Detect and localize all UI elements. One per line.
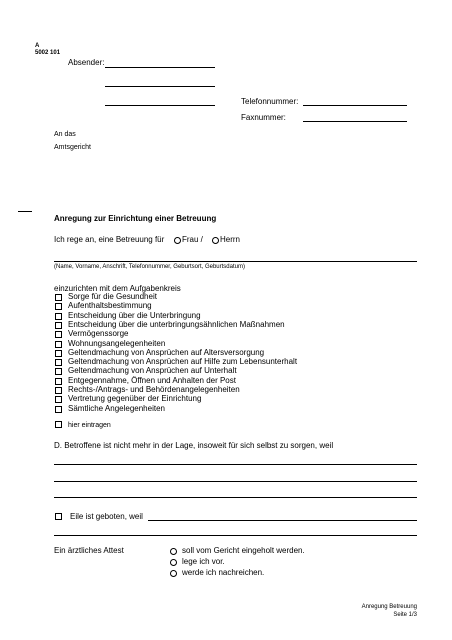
task-checkbox[interactable] — [55, 350, 62, 357]
task-checkbox[interactable] — [55, 406, 62, 413]
tasks-heading: einzurichten mit dem Aufgabenkreis — [54, 284, 181, 293]
task-checkbox[interactable] — [55, 313, 62, 320]
attest-label: Ein ärztliches Attest — [54, 546, 124, 555]
phone-field[interactable] — [303, 105, 407, 106]
task-checkbox[interactable] — [55, 368, 62, 375]
task-checkbox[interactable] — [55, 341, 62, 348]
task-label: Sämtliche Angelegenheiten — [68, 403, 165, 413]
task-label: Geltendmachung von Ansprüchen auf Unterhalt — [68, 366, 237, 376]
attest-option-later: werde ich nachreichen. — [182, 568, 265, 577]
task-label: Vermögenssorge — [68, 329, 129, 339]
radio-attest-later[interactable] — [170, 570, 177, 577]
sender-line-3[interactable] — [105, 105, 215, 106]
fax-field[interactable] — [303, 121, 407, 122]
radio-herrn[interactable] — [212, 237, 219, 244]
task-label: Sorge für die Gesundheit — [68, 292, 157, 301]
fax-label: Faxnummer: — [241, 113, 286, 122]
task-checkbox[interactable] — [55, 387, 62, 394]
task-checkbox[interactable] — [55, 322, 62, 329]
reason-text: D. Betroffene ist nicht mehr in der Lage, insoweit für sich selbst zu sorgen, weil — [54, 441, 334, 450]
checkbox-custom[interactable] — [55, 421, 62, 428]
task-label: Rechts-/Antrags- und Behördenangelegenheiten — [68, 385, 240, 394]
urgent-field[interactable] — [148, 520, 417, 521]
reason-line-1[interactable] — [54, 464, 417, 465]
task-label: Wohnungsangelegenheiten — [68, 338, 166, 348]
urgent-text: Eile ist geboten, weil — [70, 512, 143, 521]
footer-page: Seite 1/3 — [393, 612, 417, 618]
task-checkbox[interactable] — [55, 396, 62, 403]
task-checkbox[interactable] — [55, 303, 62, 310]
reason-line-2[interactable] — [54, 481, 417, 482]
task-checkbox[interactable] — [55, 294, 62, 301]
task-label: Entgegennahme, Öffnen und Anhalten der Post — [68, 375, 236, 385]
task-checkbox[interactable] — [55, 331, 62, 338]
person-hint: (Name, Vorname, Anschrift, Telefonnummer, Geburtsort, Geburtsdatum) — [54, 264, 245, 270]
form-code-number: 5002 101 — [35, 50, 61, 56]
task-label: Entscheidung über die unterbringungsähnlichen Maßnahmen — [68, 319, 285, 329]
task-label: Entscheidung über die Unterbringung — [68, 310, 201, 320]
custom-task-label: hier eintragen — [68, 422, 111, 429]
task-label: Aufenthaltsbestimmung — [68, 301, 152, 311]
task-label: Geltendmachung von Ansprüchen auf Altersversorgung — [68, 347, 265, 357]
radio-frau-label: Frau / — [182, 235, 203, 244]
person-field[interactable] — [54, 261, 417, 262]
sender-line-1[interactable] — [105, 67, 215, 68]
phone-label: Telefonnummer: — [241, 97, 299, 106]
form-code-a: A — [35, 43, 40, 49]
radio-herrn-label: Herrn — [220, 235, 241, 244]
recipient-line-2: Amtsgericht — [54, 144, 91, 151]
task-checkbox[interactable] — [55, 359, 62, 366]
footer-title: Anregung Betreuung — [361, 604, 417, 610]
sender-label: Absender: — [68, 58, 105, 67]
attest-option-enclosed: lege ich vor. — [182, 557, 225, 566]
radio-attest-enclosed[interactable] — [170, 559, 177, 566]
recipient-line-1: An das — [54, 131, 76, 138]
attest-option-court: soll vom Gericht eingeholt werden. — [182, 546, 305, 555]
reason-line-3[interactable] — [54, 497, 417, 498]
form-title: Anregung zur Einrichtung einer Betreuung — [54, 214, 217, 223]
urgent-line-2[interactable] — [54, 535, 417, 536]
task-label: Vertretung gegenüber der Einrichtung — [68, 394, 202, 404]
sender-line-2[interactable] — [105, 86, 215, 87]
request-text: Ich rege an, eine Betreuung für — [54, 235, 165, 244]
task-checkbox[interactable] — [55, 378, 62, 385]
radio-attest-court[interactable] — [170, 548, 177, 555]
fold-mark — [18, 211, 32, 212]
radio-frau[interactable] — [174, 237, 181, 244]
task-label: Geltendmachung von Ansprüchen auf Hilfe zum Lebensunterhalt — [68, 357, 298, 367]
checkbox-urgent[interactable] — [55, 513, 62, 520]
